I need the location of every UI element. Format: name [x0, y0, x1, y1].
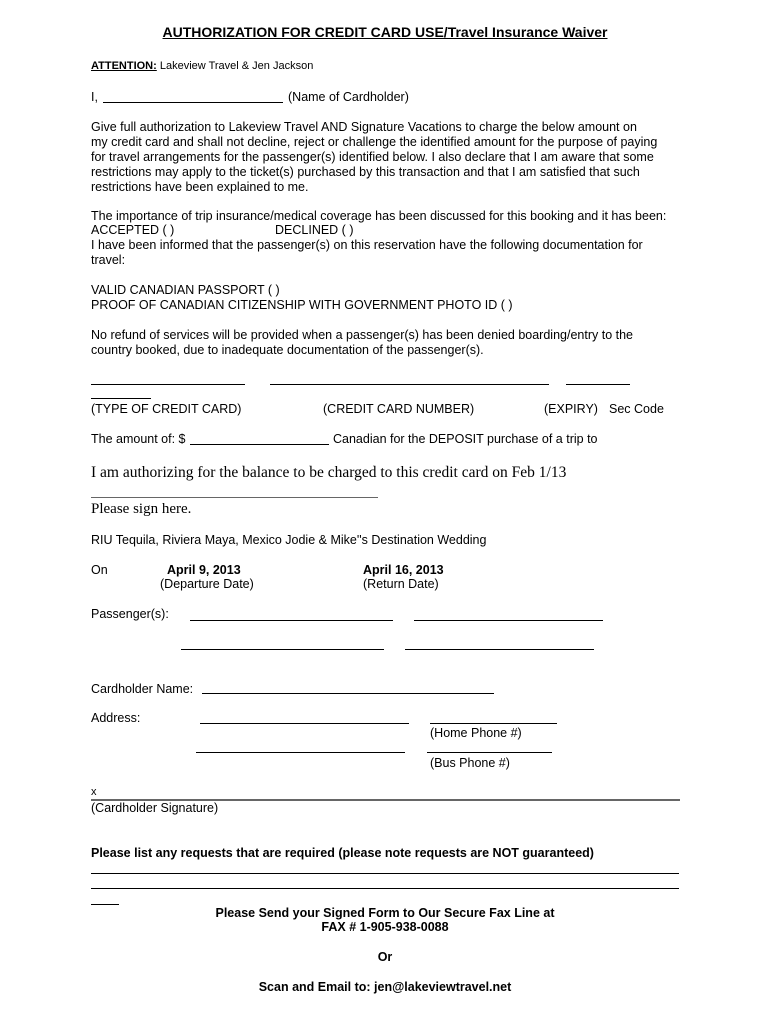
requests-blank[interactable] [91, 904, 119, 905]
name-suffix: (Name of Cardholder) [288, 90, 409, 104]
card-type-blank[interactable] [91, 384, 245, 385]
expiry-label: (EXPIRY) [544, 402, 598, 416]
accepted-checkbox[interactable]: ACCEPTED ( ) [91, 223, 175, 237]
authorization-line: restrictions have been explained to me. [91, 180, 309, 194]
passport-checkbox[interactable]: VALID CANADIAN PASSPORT ( ) [91, 283, 280, 297]
documentation-line: travel: [91, 253, 126, 267]
balance-statement: I am authorizing for the balance to be charged to this credit card on Feb 1/13 [91, 464, 567, 481]
card-type-underline [91, 398, 151, 399]
address-label: Address: [91, 711, 141, 725]
name-prefix: I, [91, 90, 98, 104]
cardholder-name-blank[interactable] [103, 102, 283, 103]
cardholder-name-label: Cardholder Name: [91, 682, 194, 696]
return-date-label: (Return Date) [363, 577, 439, 591]
cardholder-name-field[interactable] [202, 693, 494, 694]
passenger-blank[interactable] [405, 649, 594, 650]
trip-description: RIU Tequila, Riviera Maya, Mexico Jodie & Mike''s Destination Wedding [91, 533, 487, 547]
departure-date-label: (Departure Date) [160, 577, 254, 591]
declined-checkbox[interactable]: DECLINED ( ) [275, 223, 354, 237]
email-instruction: Scan and Email to: jen@lakeviewtravel.net [258, 980, 512, 994]
passenger-blank[interactable] [414, 620, 603, 621]
citizenship-checkbox[interactable]: PROOF OF CANADIAN CITIZENSHIP WITH GOVERNMENT PHOTO ID ( ) [91, 298, 513, 312]
address-blank[interactable] [196, 752, 405, 753]
on-label: On [91, 563, 108, 577]
passenger-blank[interactable] [181, 649, 384, 650]
amount-suffix: Canadian for the DEPOSIT purchase of a trip to [333, 432, 598, 446]
refund-notice-line: No refund of services will be provided when a passenger(s) has been denied boarding/entry to the [91, 328, 633, 342]
departure-date-value: April 9, 2013 [167, 563, 241, 577]
form-title: AUTHORIZATION FOR CREDIT CARD USE/Travel Insurance Waiver [162, 24, 608, 40]
passengers-label: Passenger(s): [91, 607, 169, 621]
bus-phone-blank[interactable] [427, 752, 552, 753]
passenger-blank[interactable] [190, 620, 393, 621]
authorization-paragraph [91, 120, 681, 195]
requests-blank[interactable] [91, 873, 679, 874]
bus-phone-label: (Bus Phone #) [430, 756, 510, 770]
cardholder-signature-label: (Cardholder Signature) [91, 801, 219, 815]
attention-line [91, 61, 313, 72]
amount-blank[interactable] [190, 444, 329, 445]
refund-notice-line: country booked, due to inadequate documentation of the passenger(s). [91, 343, 484, 357]
authorization-line: for travel arrangements for the passenger(s) identified below. I also declare that I am aware that some [91, 150, 654, 164]
documentation-line: I have been informed that the passenger(s) on this reservation have the following documentation for [91, 238, 643, 252]
authorization-line: restrictions may apply to the ticket(s) purchased by this transaction and that I am satisfied that such [91, 165, 640, 179]
card-type-label: (TYPE OF CREDIT CARD) [91, 402, 242, 416]
card-number-label: (CREDIT CARD NUMBER) [323, 402, 475, 416]
or-label: Or [377, 950, 393, 964]
home-phone-blank[interactable] [430, 723, 557, 724]
sign-here-blank[interactable] [91, 497, 378, 498]
attention-value: Lakeview Travel & Jen Jackson [159, 60, 314, 72]
address-blank[interactable] [200, 723, 409, 724]
home-phone-label: (Home Phone #) [430, 726, 522, 740]
attention-label: ATTENTION: [91, 60, 157, 72]
card-number-blank[interactable] [270, 384, 549, 385]
signature-mark: x [91, 786, 97, 798]
authorization-line: my credit card and shall not decline, reject or challenge the identified amount for the purpose of paying [91, 135, 658, 149]
sign-here-label: Please sign here. [91, 501, 192, 517]
requests-blank[interactable] [91, 888, 679, 889]
fax-number: FAX # 1-905-938-0088 [321, 920, 449, 934]
insurance-statement: The importance of trip insurance/medical coverage has been discussed for this booking and it has been: [91, 209, 667, 223]
amount-prefix: The amount of: $ [91, 432, 186, 446]
sec-code-label: Sec Code [609, 402, 664, 416]
authorization-line: Give full authorization to Lakeview Travel AND Signature Vacations to charge the below amount on [91, 120, 637, 134]
expiry-blank[interactable] [566, 384, 630, 385]
fax-instruction: Please Send your Signed Form to Our Secure Fax Line at [215, 906, 555, 920]
requests-heading: Please list any requests that are required (please note requests are NOT guaranteed) [91, 846, 594, 860]
return-date-value: April 16, 2013 [363, 563, 444, 577]
